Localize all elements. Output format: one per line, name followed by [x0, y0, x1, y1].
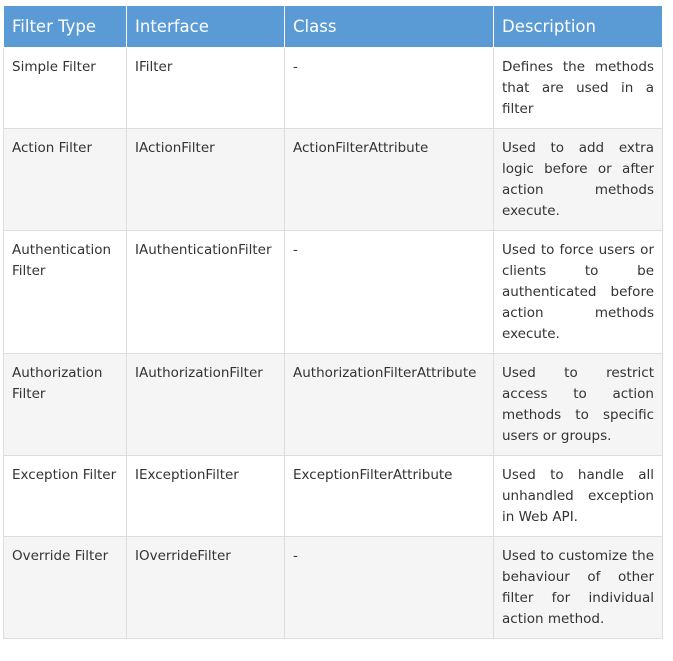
cell-description: Used to restrict access to action methods to specific users or groups.: [494, 354, 663, 456]
cell-filter-type: Exception Filter: [4, 456, 127, 537]
table-row: [4, 129, 663, 231]
cell-interface: IAuthenticationFilter: [127, 231, 285, 354]
cell-description: Used to force users or clients to be authenticated before action methods execute.: [494, 231, 663, 354]
cell-description: Defines the methods that are used in a filter: [494, 48, 663, 129]
filter-table-container: [3, 6, 663, 639]
cell-interface: IOverrideFilter: [127, 537, 285, 639]
cell-filter-type: Override Filter: [4, 537, 127, 639]
cell-interface: IAuthorizationFilter: [127, 354, 285, 456]
cell-description: Used to add extra logic before or after action methods execute.: [494, 129, 663, 231]
table-header: [4, 6, 663, 48]
table-row: [4, 537, 663, 639]
cell-description: Used to handle all unhandled exception in Web API.: [494, 456, 663, 537]
cell-description: Used to customize the behaviour of other filter for individual action method.: [494, 537, 663, 639]
cell-filter-type: Authentication Filter: [4, 231, 127, 354]
cell-class: ActionFilterAttribute: [285, 129, 494, 231]
cell-filter-type: Action Filter: [4, 129, 127, 231]
cell-class: -: [285, 48, 494, 129]
table-row: [4, 354, 663, 456]
header-interface: Interface: [127, 6, 285, 48]
cell-class: -: [285, 537, 494, 639]
header-row: [4, 6, 663, 48]
cell-class: ExceptionFilterAttribute: [285, 456, 494, 537]
cell-interface: IFilter: [127, 48, 285, 129]
cell-filter-type: Simple Filter: [4, 48, 127, 129]
cell-class: AuthorizationFilterAttribute: [285, 354, 494, 456]
cell-class: -: [285, 231, 494, 354]
table-row: [4, 48, 663, 129]
table-row: [4, 231, 663, 354]
header-description: Description: [494, 6, 663, 48]
table-row: [4, 456, 663, 537]
cell-interface: IActionFilter: [127, 129, 285, 231]
header-filter-type: Filter Type: [4, 6, 127, 48]
table-body: [4, 48, 663, 639]
header-class: Class: [285, 6, 494, 48]
cell-interface: IExceptionFilter: [127, 456, 285, 537]
filter-types-table: [3, 6, 663, 639]
cell-filter-type: Authorization Filter: [4, 354, 127, 456]
